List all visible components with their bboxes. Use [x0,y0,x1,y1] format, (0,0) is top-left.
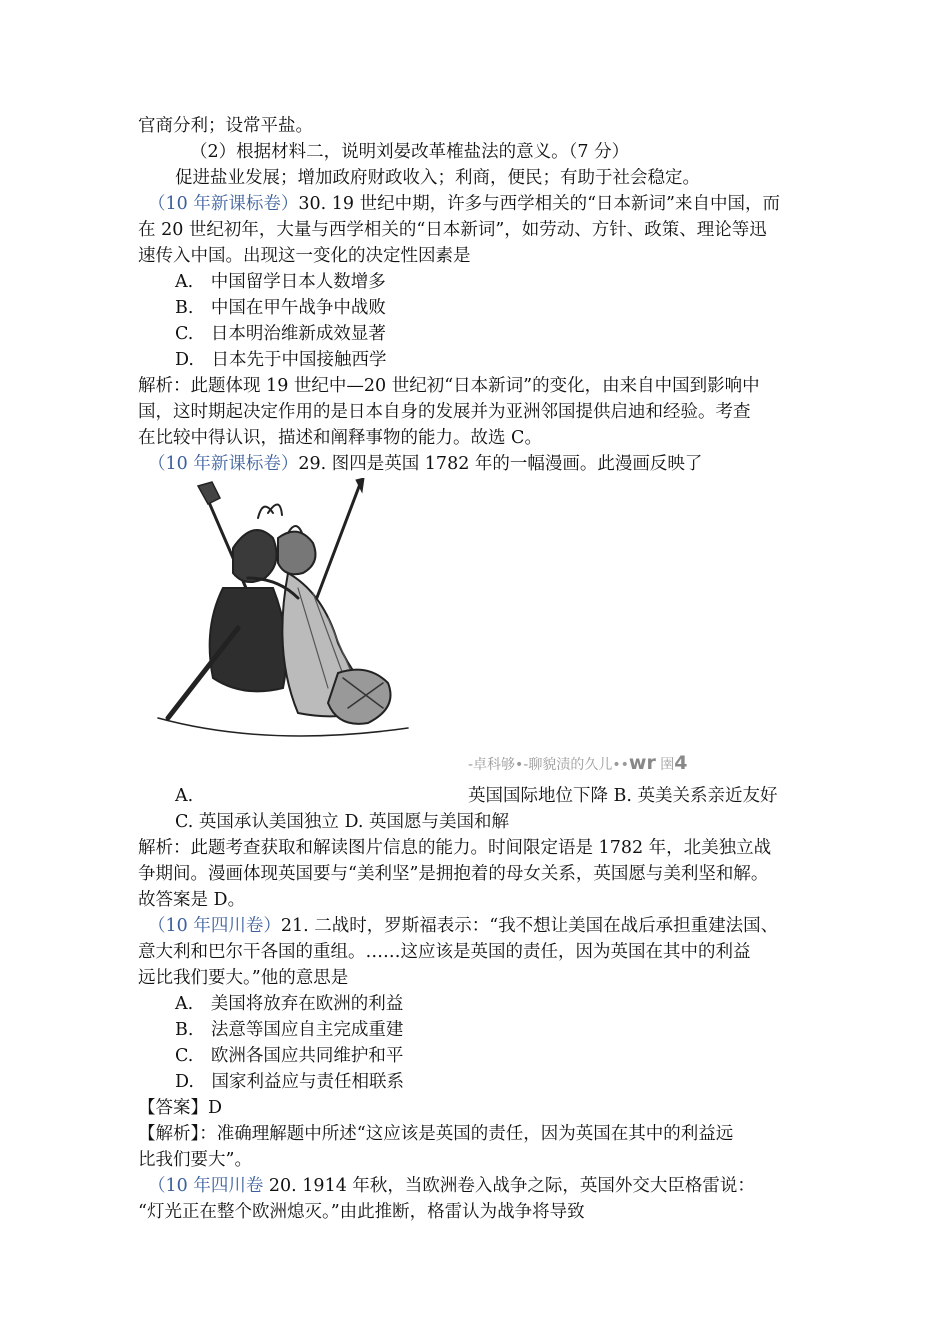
q30-analysis-1: 解析：此题体现 19 世纪中—20 世纪初“日本新词”的变化，由来自中国到影响中 [138,376,760,396]
figure-caption-bold: wr [628,752,656,774]
q30-analysis-3: 在比较中得认识，描述和阐释事物的能力。故选 C。 [138,428,542,448]
q29-line-a [148,451,702,477]
figure-caption [468,752,688,774]
q21-analysis-2: 比我们要大”。 [138,1150,252,1170]
q29-option-cd: C. 英国承认美国独立 D. 英国愿与美国和解 [175,812,509,832]
q29-analysis-3: 故答案是 D。 [138,890,246,910]
line-3: 促进盐业发展；增加政府财政收入；利商，便民；有助于社会稳定。 [175,168,700,188]
q30-analysis-2: 国，这时期起决定作用的是日本自身的发展并为亚洲邻国提供启迪和经验。考查 [138,402,751,422]
q29-analysis-2: 争期间。漫画体现英国要与“美利坚”是拥抱着的母女关系，英国愿与美利坚和解。 [138,864,769,884]
cartoon-embrace-illustration [138,478,410,746]
line-1: 官商分利；设常平盐。 [138,116,313,136]
figure-caption-tail: 圉 [655,757,675,773]
q29-option-a: A. [175,786,194,806]
q30-tag: （10 年新课标卷） [148,194,299,214]
q20-line-a [148,1173,755,1199]
q29-option-ab: 英国国际地位下降 B. 英美关系亲近友好 [468,786,778,806]
q30-option-d: D. 日本先于中国接触西学 [175,350,387,370]
q30-line-a [148,191,780,217]
q29-tag: （10 年新课标卷） [148,454,299,474]
q30-option-b: B. 中国在甲午战争中战败 [175,298,386,318]
q30-option-c: C. 日本明治维新成效显著 [175,324,386,344]
q21-line-b: 意大利和巴尔干各国的重组。……这应该是英国的责任，因为英国在其中的利益 [138,942,751,962]
q21-option-c: C. 欧洲各国应共同维护和平 [175,1046,404,1066]
q21-option-b: B. 法意等国应自主完成重建 [175,1020,404,1040]
q21-line-c: 远比我们要大。”他的意思是 [138,968,349,988]
q21-analysis-1: 【解析】：准确理解题中所述“这应该是英国的责任，因为英国在其中的利益远 [138,1124,734,1144]
q30-stem-a: 30. 19 世纪中期，许多与西学相关的“日本新词”来自中国，而 [298,194,780,214]
q20-tag: （10 年四川卷 [148,1176,269,1196]
q21-answer: 【答案】D [138,1098,223,1118]
q30-option-a: A. 中国留学日本人数增多 [175,272,386,292]
q20-stem-a: 20. 1914 年秋，当欧洲卷入战争之际，英国外交大臣格雷说： [268,1176,755,1196]
figure-caption-number: 4 [674,752,688,774]
q21-tag: （10 年四川卷） [148,916,281,936]
line-2: （2）根据材料二，说明刘晏改革榷盐法的意义。（7 分） [190,142,630,162]
q21-stem-a: 21. 二战时，罗斯福表示：“我不想让美国在战后承担重建法国、 [280,916,779,936]
q30-line-b: 在 20 世纪初年，大量与西学相关的“日本新词”，如劳动、方针、政策、理论等迅 [138,220,767,240]
q20-line-b: “灯光正在整个欧洲熄灭。”由此推断，格雷认为战争将导致 [138,1202,585,1222]
q21-option-a: A. 美国将放弃在欧洲的利益 [175,994,404,1014]
figure-caption-text: -卓科够•-聊貌渍的久儿•• [468,757,629,773]
q30-line-c: 速传入中国。出现这一变化的决定性因素是 [138,246,471,266]
q21-option-d: D. 国家利益应与责任相联系 [175,1072,404,1092]
q29-analysis-1: 解析：此题考查获取和解读图片信息的能力。时间限定语是 1782 年，北美独立战 [138,838,772,858]
q29-stem: 29. 图四是英国 1782 年的一幅漫画。此漫画反映了 [298,454,703,474]
q21-line-a [148,913,778,939]
